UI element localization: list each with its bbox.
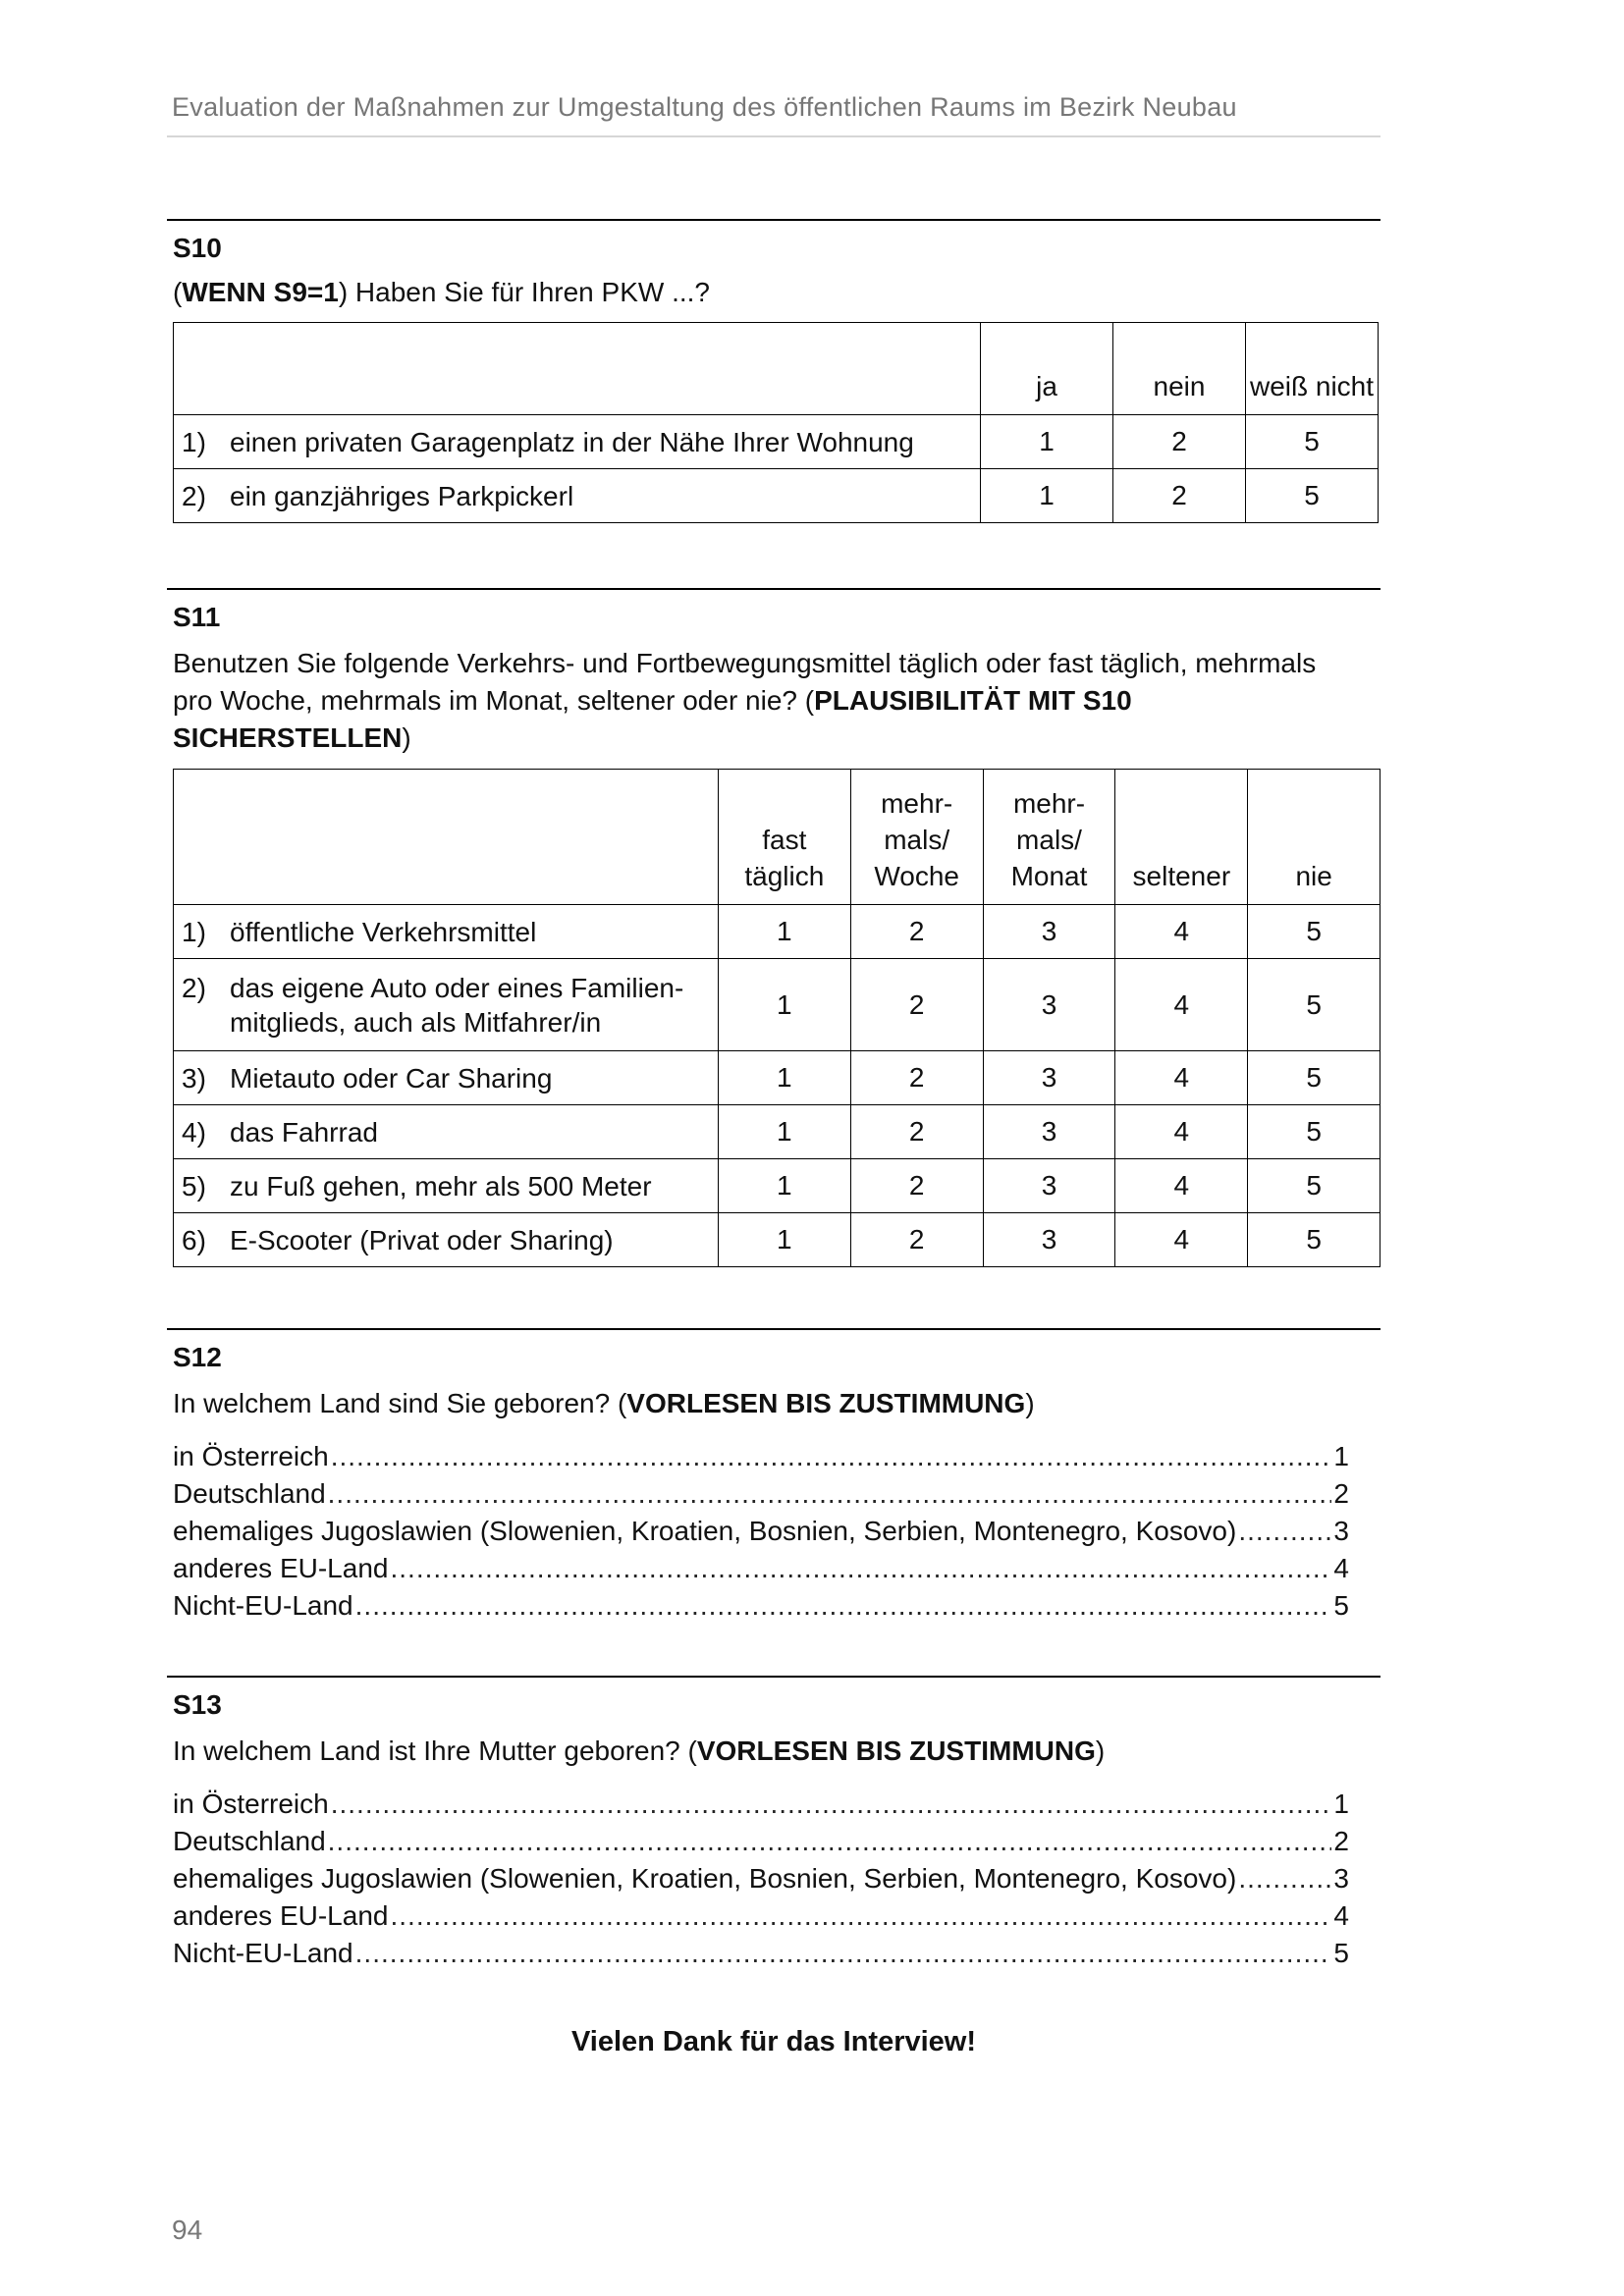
option-label: Deutschland — [173, 1478, 326, 1509]
closing-message: Vielen Dank für das Interview! — [570, 2026, 977, 2057]
row-label — [174, 425, 980, 459]
answer-grid-s10 — [173, 322, 1379, 523]
answer-code: 4 — [1115, 1213, 1248, 1267]
option-label: Deutschland — [173, 1826, 326, 1856]
answer-option — [173, 1935, 1349, 1972]
section-divider — [167, 1676, 1380, 1678]
option-code: 5 — [1333, 1938, 1349, 1968]
answer-code: 4 — [1115, 1159, 1248, 1213]
answer-code: 3 — [983, 905, 1115, 959]
table-row — [174, 415, 1379, 469]
question-id: S13 — [173, 1689, 222, 1720]
section-divider — [167, 588, 1380, 590]
dot-leader — [328, 1475, 1332, 1513]
row-label-cell — [174, 1213, 719, 1267]
question-id: S11 — [173, 602, 221, 632]
answer-code: 5 — [1248, 1051, 1380, 1105]
answer-option — [173, 1475, 1349, 1513]
answer-option — [173, 1550, 1349, 1587]
answer-grid-s11 — [173, 769, 1380, 1267]
answer-code: 2 — [850, 959, 983, 1051]
option-label: anderes EU-Land — [173, 1900, 389, 1931]
item-label: zu Fuß gehen, mehr als 500 Meter — [230, 1170, 652, 1201]
dot-leader — [328, 1823, 1332, 1860]
answer-code: 3 — [983, 959, 1115, 1051]
answer-option — [173, 1438, 1349, 1475]
answer-code: 3 — [983, 1051, 1115, 1105]
answer-code: 5 — [1248, 905, 1380, 959]
page-number: 94 — [172, 2215, 203, 2245]
answer-code: 1 — [718, 905, 850, 959]
answer-code: 2 — [1113, 469, 1246, 523]
running-header: Evaluation der Maßnahmen zur Umgestaltung des öffentlichen Raums im Bezirk Neubau — [172, 92, 1237, 122]
table-row — [174, 905, 1380, 959]
item-number: 2) — [182, 972, 206, 1003]
answer-code: 5 — [1248, 1105, 1380, 1159]
row-label — [174, 1115, 718, 1149]
option-label: Nicht-EU-Land — [173, 1938, 353, 1968]
row-label-cell — [174, 1105, 719, 1159]
dot-leader — [390, 1550, 1331, 1587]
question-instruction: VORLESEN BIS ZUSTIMMUNG — [696, 1735, 1096, 1766]
answer-option — [173, 1587, 1349, 1625]
answer-code: 2 — [1113, 415, 1246, 469]
header-divider — [167, 135, 1380, 137]
answer-option — [173, 1860, 1349, 1897]
question-text: (WENN S9=1) Haben Sie für Ihren PKW ...? — [173, 277, 710, 307]
item-label: das eigene Auto oder eines Familien-mitglieds, auch als Mitfahrer/in — [230, 972, 684, 1038]
row-label-cell — [174, 1159, 719, 1213]
answer-code: 2 — [850, 905, 983, 959]
grid-corner — [174, 323, 981, 415]
item-number: 6) — [182, 1224, 206, 1255]
dot-leader — [390, 1897, 1331, 1935]
answer-code: 4 — [1115, 1105, 1248, 1159]
answer-code: 4 — [1115, 959, 1248, 1051]
item-number: 1) — [182, 916, 206, 947]
row-label-cell — [174, 959, 719, 1051]
question-s11 — [167, 588, 1380, 1267]
answer-option — [173, 1823, 1349, 1860]
row-label — [174, 1061, 718, 1095]
column-header: weiß nicht — [1246, 323, 1379, 415]
option-code: 4 — [1333, 1553, 1349, 1583]
answer-code: 1 — [981, 469, 1113, 523]
option-label: ehemaliges Jugoslawien (Slowenien, Kroatien, Bosnien, Serbien, Montenegro, Kosovo) — [173, 1863, 1237, 1894]
column-header: mehr-mals/ Monat — [983, 770, 1115, 905]
option-label: Nicht-EU-Land — [173, 1590, 353, 1621]
answer-code: 2 — [850, 1213, 983, 1267]
question-s13 — [167, 1676, 1380, 1972]
dot-leader — [1238, 1513, 1331, 1550]
answer-code: 1 — [718, 1105, 850, 1159]
section-divider — [167, 219, 1380, 221]
answer-code: 5 — [1248, 959, 1380, 1051]
option-label: ehemaliges Jugoslawien (Slowenien, Kroatien, Bosnien, Serbien, Montenegro, Kosovo) — [173, 1516, 1237, 1546]
item-label: einen privaten Garagenplatz in der Nähe Ihrer Wohnung — [230, 426, 914, 457]
option-code: 3 — [1333, 1516, 1349, 1546]
item-label: E-Scooter (Privat oder Sharing) — [230, 1224, 614, 1255]
item-label: das Fahrrad — [230, 1116, 378, 1148]
item-number: 1) — [182, 426, 206, 457]
table-row — [174, 1213, 1380, 1267]
question-condition: WENN S9=1 — [182, 277, 339, 307]
table-row — [174, 469, 1379, 523]
table-row — [174, 1051, 1380, 1105]
table-row — [174, 959, 1380, 1051]
dot-leader — [331, 1438, 1332, 1475]
item-number: 2) — [182, 480, 206, 511]
answer-code: 2 — [850, 1051, 983, 1105]
question-id: S10 — [173, 233, 222, 263]
question-text: Benutzen Sie folgende Verkehrs- und Fortbewegungsmittel täglich oder fast täglich, mehrmals pro Woche, mehrmals im Monat, seltener oder nie? (PLAUSIBILITÄT MIT S10 SICHERSTELLEN) — [173, 648, 1317, 753]
row-label — [174, 1169, 718, 1203]
option-code: 3 — [1333, 1863, 1349, 1894]
dot-leader — [1238, 1860, 1331, 1897]
option-code: 1 — [1333, 1441, 1349, 1471]
question-s10 — [167, 219, 1380, 523]
option-code: 5 — [1333, 1590, 1349, 1621]
item-label: Mietauto oder Car Sharing — [230, 1062, 553, 1094]
answer-option — [173, 1786, 1349, 1823]
answer-code: 5 — [1246, 415, 1379, 469]
answer-code: 1 — [718, 959, 850, 1051]
question-id: S12 — [173, 1342, 222, 1372]
option-label: in Österreich — [173, 1789, 329, 1819]
answer-code: 1 — [718, 1213, 850, 1267]
answer-code: 4 — [1115, 1051, 1248, 1105]
option-code: 2 — [1333, 1478, 1349, 1509]
answer-code: 3 — [983, 1159, 1115, 1213]
table-row — [174, 1105, 1380, 1159]
answer-code: 5 — [1246, 469, 1379, 523]
question-text: In welchem Land ist Ihre Mutter geboren? (VORLESEN BIS ZUSTIMMUNG) — [173, 1735, 1106, 1766]
column-header: nein — [1113, 323, 1246, 415]
table-row — [174, 1159, 1380, 1213]
option-code: 4 — [1333, 1900, 1349, 1931]
answer-code: 2 — [850, 1159, 983, 1213]
row-label-cell — [174, 1051, 719, 1105]
row-label — [174, 915, 718, 949]
option-code: 1 — [1333, 1789, 1349, 1819]
column-header: ja — [981, 323, 1113, 415]
option-code: 2 — [1333, 1826, 1349, 1856]
option-label: anderes EU-Land — [173, 1553, 389, 1583]
answer-options-s13 — [173, 1786, 1349, 1972]
item-number: 4) — [182, 1116, 206, 1148]
answer-option — [173, 1513, 1349, 1550]
answer-code: 1 — [718, 1051, 850, 1105]
item-number: 3) — [182, 1062, 206, 1094]
answer-option — [173, 1897, 1349, 1935]
row-label-cell — [174, 469, 981, 523]
dot-leader — [331, 1786, 1332, 1823]
row-label-cell — [174, 905, 719, 959]
item-label: ein ganzjähriges Parkpickerl — [230, 480, 574, 511]
question-s12 — [167, 1328, 1380, 1625]
question-instruction: VORLESEN BIS ZUSTIMMUNG — [626, 1388, 1026, 1418]
row-label — [174, 1223, 718, 1257]
option-label: in Österreich — [173, 1441, 329, 1471]
column-header: seltener — [1115, 770, 1248, 905]
column-header: nie — [1248, 770, 1380, 905]
answer-code: 3 — [983, 1213, 1115, 1267]
item-number: 5) — [182, 1170, 206, 1201]
dot-leader — [355, 1935, 1332, 1972]
column-header: mehr-mals/ Woche — [850, 770, 983, 905]
dot-leader — [355, 1587, 1332, 1625]
answer-code: 5 — [1248, 1159, 1380, 1213]
answer-code: 3 — [983, 1105, 1115, 1159]
section-divider — [167, 1328, 1380, 1330]
column-header: fast täglich — [718, 770, 850, 905]
row-label — [174, 479, 980, 513]
answer-code: 2 — [850, 1105, 983, 1159]
answer-code: 4 — [1115, 905, 1248, 959]
grid-corner — [174, 770, 719, 905]
row-label — [174, 971, 718, 1040]
question-instruction: PLAUSIBILITÄT MIT S10 SICHERSTELLEN — [173, 685, 1132, 753]
item-label: öffentliche Verkehrsmittel — [230, 916, 537, 947]
answer-options-s12 — [173, 1438, 1349, 1625]
answer-code: 5 — [1248, 1213, 1380, 1267]
row-label-cell — [174, 415, 981, 469]
question-text: In welchem Land sind Sie geboren? (VORLESEN BIS ZUSTIMMUNG) — [173, 1388, 1035, 1418]
answer-code: 1 — [718, 1159, 850, 1213]
answer-code: 1 — [981, 415, 1113, 469]
